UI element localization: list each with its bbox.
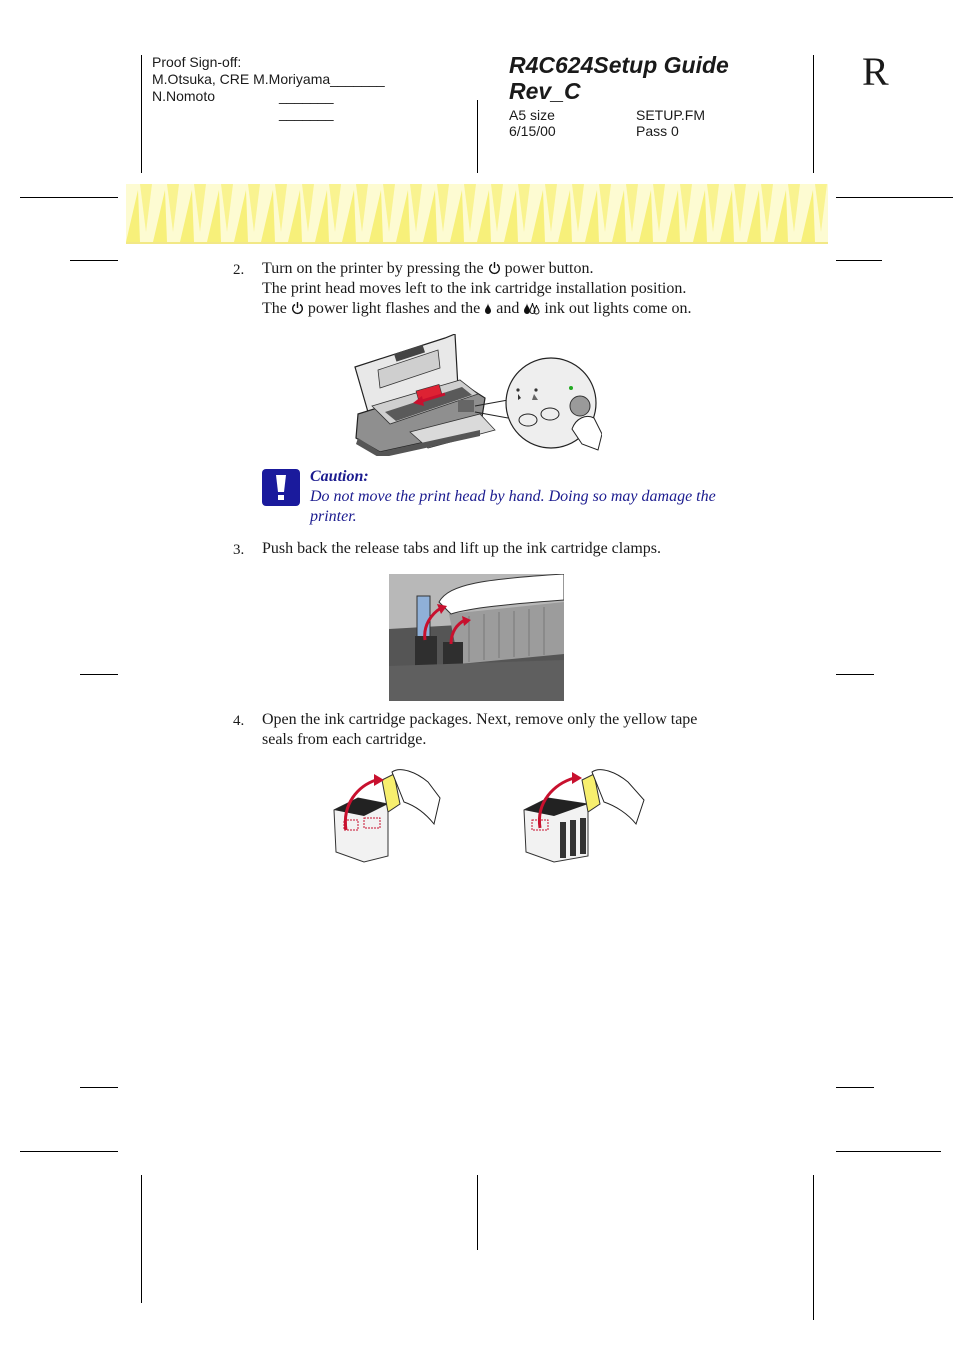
proof-names-line: N.Nomoto <box>152 88 216 104</box>
power-icon <box>291 301 304 315</box>
step-text-fragment: power button. <box>504 260 594 277</box>
step-number: 4. <box>233 713 245 729</box>
crop-mark <box>813 1175 814 1320</box>
crop-mark <box>836 260 882 261</box>
crop-mark <box>836 1087 874 1088</box>
step-text-fragment: and <box>496 300 520 317</box>
crop-mark <box>80 674 118 675</box>
step-number: 3. <box>233 542 245 558</box>
corner-letter: R <box>862 49 889 94</box>
step-text <box>262 259 782 319</box>
step-text-fragment: power light flashes and the <box>307 300 481 317</box>
step-text-fragment: ink out lights come on. <box>544 300 692 317</box>
step-number: 2. <box>233 262 245 278</box>
caution-text: Do not move the print head by hand. Doing so may damage the <box>310 488 716 505</box>
crop-mark <box>20 1151 118 1152</box>
crop-mark <box>813 55 814 173</box>
step-line <box>262 299 782 319</box>
doc-title-line: Rev_C <box>509 78 581 104</box>
crop-mark <box>70 260 118 261</box>
doc-file: SETUP.FM <box>636 107 705 123</box>
crop-mark <box>477 1175 478 1250</box>
step-text <box>262 710 782 750</box>
crop-mark <box>477 100 478 173</box>
doc-size: A5 size <box>509 107 555 123</box>
signoff-blank: _______ <box>279 105 334 121</box>
step-line: Open the ink cartridge packages. Next, remove only the yellow tape <box>262 711 698 728</box>
doc-pass: Pass 0 <box>636 123 679 139</box>
doc-title-line: R4C624Setup Guide <box>509 52 729 78</box>
caution-block <box>310 467 760 527</box>
decorative-banner <box>126 184 828 244</box>
step-text-fragment: Turn on the printer by pressing the <box>262 260 484 277</box>
step-line: seals from each cartridge. <box>262 731 427 748</box>
doc-title <box>509 52 809 104</box>
printer-illustration <box>350 334 602 456</box>
crop-mark <box>836 1151 941 1152</box>
doc-date: 6/15/00 <box>509 123 556 139</box>
color-cartridge-tape-illustration <box>520 768 650 864</box>
crop-mark <box>836 197 953 198</box>
step-text: Push back the release tabs and lift up the ink cartridge clamps. <box>262 540 661 557</box>
step-text-fragment: The <box>262 300 287 317</box>
cartridge-clamp-photo <box>389 574 564 701</box>
color-ink-drops-icon <box>523 302 540 315</box>
caution-title: Caution: <box>310 468 369 485</box>
step-line: The print head moves left to the ink cartridge installation position. <box>262 280 687 297</box>
crop-mark <box>80 1087 118 1088</box>
crop-mark <box>836 674 874 675</box>
black-cartridge-tape-illustration <box>330 768 460 864</box>
caution-text: printer. <box>310 508 357 525</box>
crop-mark <box>20 197 118 198</box>
caution-icon <box>262 469 300 506</box>
proof-label: Proof Sign-off: <box>152 54 242 70</box>
signoff-blank: _______ <box>279 88 334 104</box>
crop-mark <box>141 55 142 173</box>
black-ink-drop-icon <box>484 302 492 315</box>
proof-names-line: M.Otsuka, CRE M.Moriyama_______ <box>152 71 385 87</box>
crop-mark <box>141 1175 142 1303</box>
power-icon <box>488 261 501 275</box>
step-line <box>262 259 782 279</box>
